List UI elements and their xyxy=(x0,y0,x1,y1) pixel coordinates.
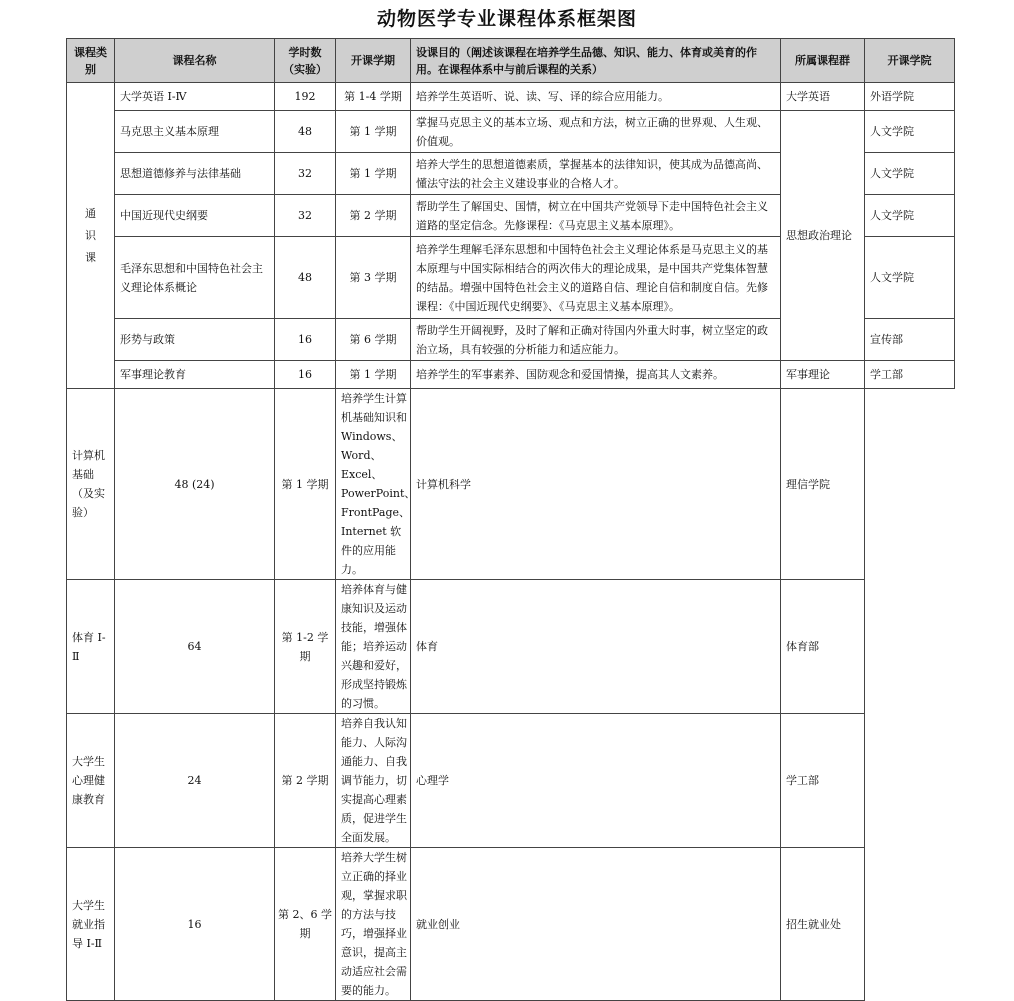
course-semester: 第 1 学期 xyxy=(336,361,411,389)
course-group: 体育 xyxy=(411,580,781,714)
course-hours: 32 xyxy=(275,153,336,195)
course-college: 体育部 xyxy=(781,580,865,714)
header-category: 课程类别 xyxy=(67,39,115,83)
category-label: 通识课 xyxy=(85,206,96,264)
course-semester: 第 1 学期 xyxy=(336,111,411,153)
table-row xyxy=(67,361,955,389)
course-semester: 第 1 学期 xyxy=(275,389,336,580)
course-college: 外语学院 xyxy=(865,83,955,111)
course-semester: 第 2 学期 xyxy=(336,195,411,237)
course-hours: 64 xyxy=(115,580,275,714)
course-semester: 第 1-2 学期 xyxy=(275,580,336,714)
page-title: 动物医学专业课程体系框架图 xyxy=(376,8,637,30)
table-row xyxy=(67,714,955,848)
course-college: 学工部 xyxy=(781,714,865,848)
course-purpose: 培养自我认知能力、人际沟通能力、自我调节能力，切实提高心理素质，促进学生全面发展。 xyxy=(336,714,411,848)
course-college: 人文学院 xyxy=(865,195,955,237)
course-college: 宣传部 xyxy=(865,319,955,361)
course-group: 大学英语 xyxy=(781,83,865,111)
course-purpose: 培养体育与健康知识及运动技能，增强体能；培养运动兴趣和爱好，形成坚持锻炼的习惯。 xyxy=(336,580,411,714)
course-name: 大学生就业指导 Ⅰ-Ⅱ xyxy=(67,848,115,1001)
category-cell xyxy=(67,83,115,389)
course-name: 体育 Ⅰ-Ⅱ xyxy=(67,580,115,714)
course-name: 大学生心理健康教育 xyxy=(67,714,115,848)
header-row xyxy=(67,39,955,83)
course-hours: 16 xyxy=(275,319,336,361)
header-name: 课程名称 xyxy=(115,39,275,83)
course-name: 中国近现代史纲要 xyxy=(115,195,275,237)
header-hours: 学时数（实验） xyxy=(275,39,336,83)
course-purpose: 掌握马克思主义的基本立场、观点和方法，树立正确的世界观、人生观、价值观。 xyxy=(411,111,781,153)
table-row xyxy=(67,848,955,1001)
course-name: 形势与政策 xyxy=(115,319,275,361)
course-name: 毛泽东思想和中国特色社会主义理论体系概论 xyxy=(115,237,275,319)
course-semester: 第 3 学期 xyxy=(336,237,411,319)
course-purpose: 培养学生计算机基础知识和 Windows、Word、Excel、PowerPoint、FrontPage、Internet 软件的应用能力。 xyxy=(336,389,411,580)
course-semester: 第 1 学期 xyxy=(336,153,411,195)
course-name: 计算机基础（及实验） xyxy=(67,389,115,580)
course-name: 思想道德修养与法律基础 xyxy=(115,153,275,195)
course-college: 理信学院 xyxy=(781,389,865,580)
course-purpose: 培养大学生的思想道德素质，掌握基本的法律知识，使其成为品德高尚、懂法守法的社会主义建设事业的合格人才。 xyxy=(411,153,781,195)
course-name: 马克思主义基本原理 xyxy=(115,111,275,153)
table-row xyxy=(67,580,955,714)
course-purpose: 培养学生英语听、说、读、写、译的综合应用能力。 xyxy=(411,83,781,111)
header-purpose: 设课目的（阐述该课程在培养学生品德、知识、能力、体育或美育的作用。在课程体系中与前后课程的关系） xyxy=(411,39,781,83)
course-hours: 32 xyxy=(275,195,336,237)
course-college: 人文学院 xyxy=(865,237,955,319)
course-semester: 第 2 学期 xyxy=(275,714,336,848)
course-college: 学工部 xyxy=(865,361,955,389)
course-purpose: 培养学生的军事素养、国防观念和爱国情操，提高其人文素养。 xyxy=(411,361,781,389)
course-hours: 192 xyxy=(275,83,336,111)
table-row xyxy=(67,389,955,580)
course-name: 大学英语 Ⅰ-Ⅳ xyxy=(115,83,275,111)
curriculum-table xyxy=(66,38,955,1001)
course-hours: 24 xyxy=(115,714,275,848)
course-college: 人文学院 xyxy=(865,153,955,195)
header-group: 所属课程群 xyxy=(781,39,865,83)
course-semester: 第 2、6 学期 xyxy=(275,848,336,1001)
course-semester: 第 1-4 学期 xyxy=(336,83,411,111)
course-group: 心理学 xyxy=(411,714,781,848)
course-group: 就业创业 xyxy=(411,848,781,1001)
course-purpose: 培养学生理解毛泽东思想和中国特色社会主义理论体系是马克思主义的基本原理与中国实际相结合的两次伟大的理论成果，是中国共产党集体智慧的结晶。增强中国特色社会主义的道路自信、理论自信和制度自信。先修课程：《中国近现代史纲要》、《马克思主义基本原理》。 xyxy=(411,237,781,319)
table-row xyxy=(67,111,955,153)
course-purpose: 帮助学生了解国史、国情，树立在中国共产党领导下走中国特色社会主义道路的坚定信念。先修课程：《马克思主义基本原理》。 xyxy=(411,195,781,237)
course-purpose: 培养大学生树立正确的择业观，掌握求职的方法与技巧，增强择业意识，提高主动适应社会需要的能力。 xyxy=(336,848,411,1001)
course-hours: 48 (24) xyxy=(115,389,275,580)
course-name: 军事理论教育 xyxy=(115,361,275,389)
course-semester: 第 6 学期 xyxy=(336,319,411,361)
table-row xyxy=(67,83,955,111)
course-hours: 48 xyxy=(275,111,336,153)
course-hours: 16 xyxy=(275,361,336,389)
course-hours: 16 xyxy=(115,848,275,1001)
course-group: 军事理论 xyxy=(781,361,865,389)
header-semester: 开课学期 xyxy=(336,39,411,83)
header-college: 开课学院 xyxy=(865,39,955,83)
course-college: 人文学院 xyxy=(865,111,955,153)
course-college: 招生就业处 xyxy=(781,848,865,1001)
course-purpose: 帮助学生开阔视野，及时了解和正确对待国内外重大时事，树立坚定的政治立场，具有较强的分析能力和适应能力。 xyxy=(411,319,781,361)
course-group: 计算机科学 xyxy=(411,389,781,580)
course-group: 思想政治理论 xyxy=(781,111,865,361)
course-hours: 48 xyxy=(275,237,336,319)
